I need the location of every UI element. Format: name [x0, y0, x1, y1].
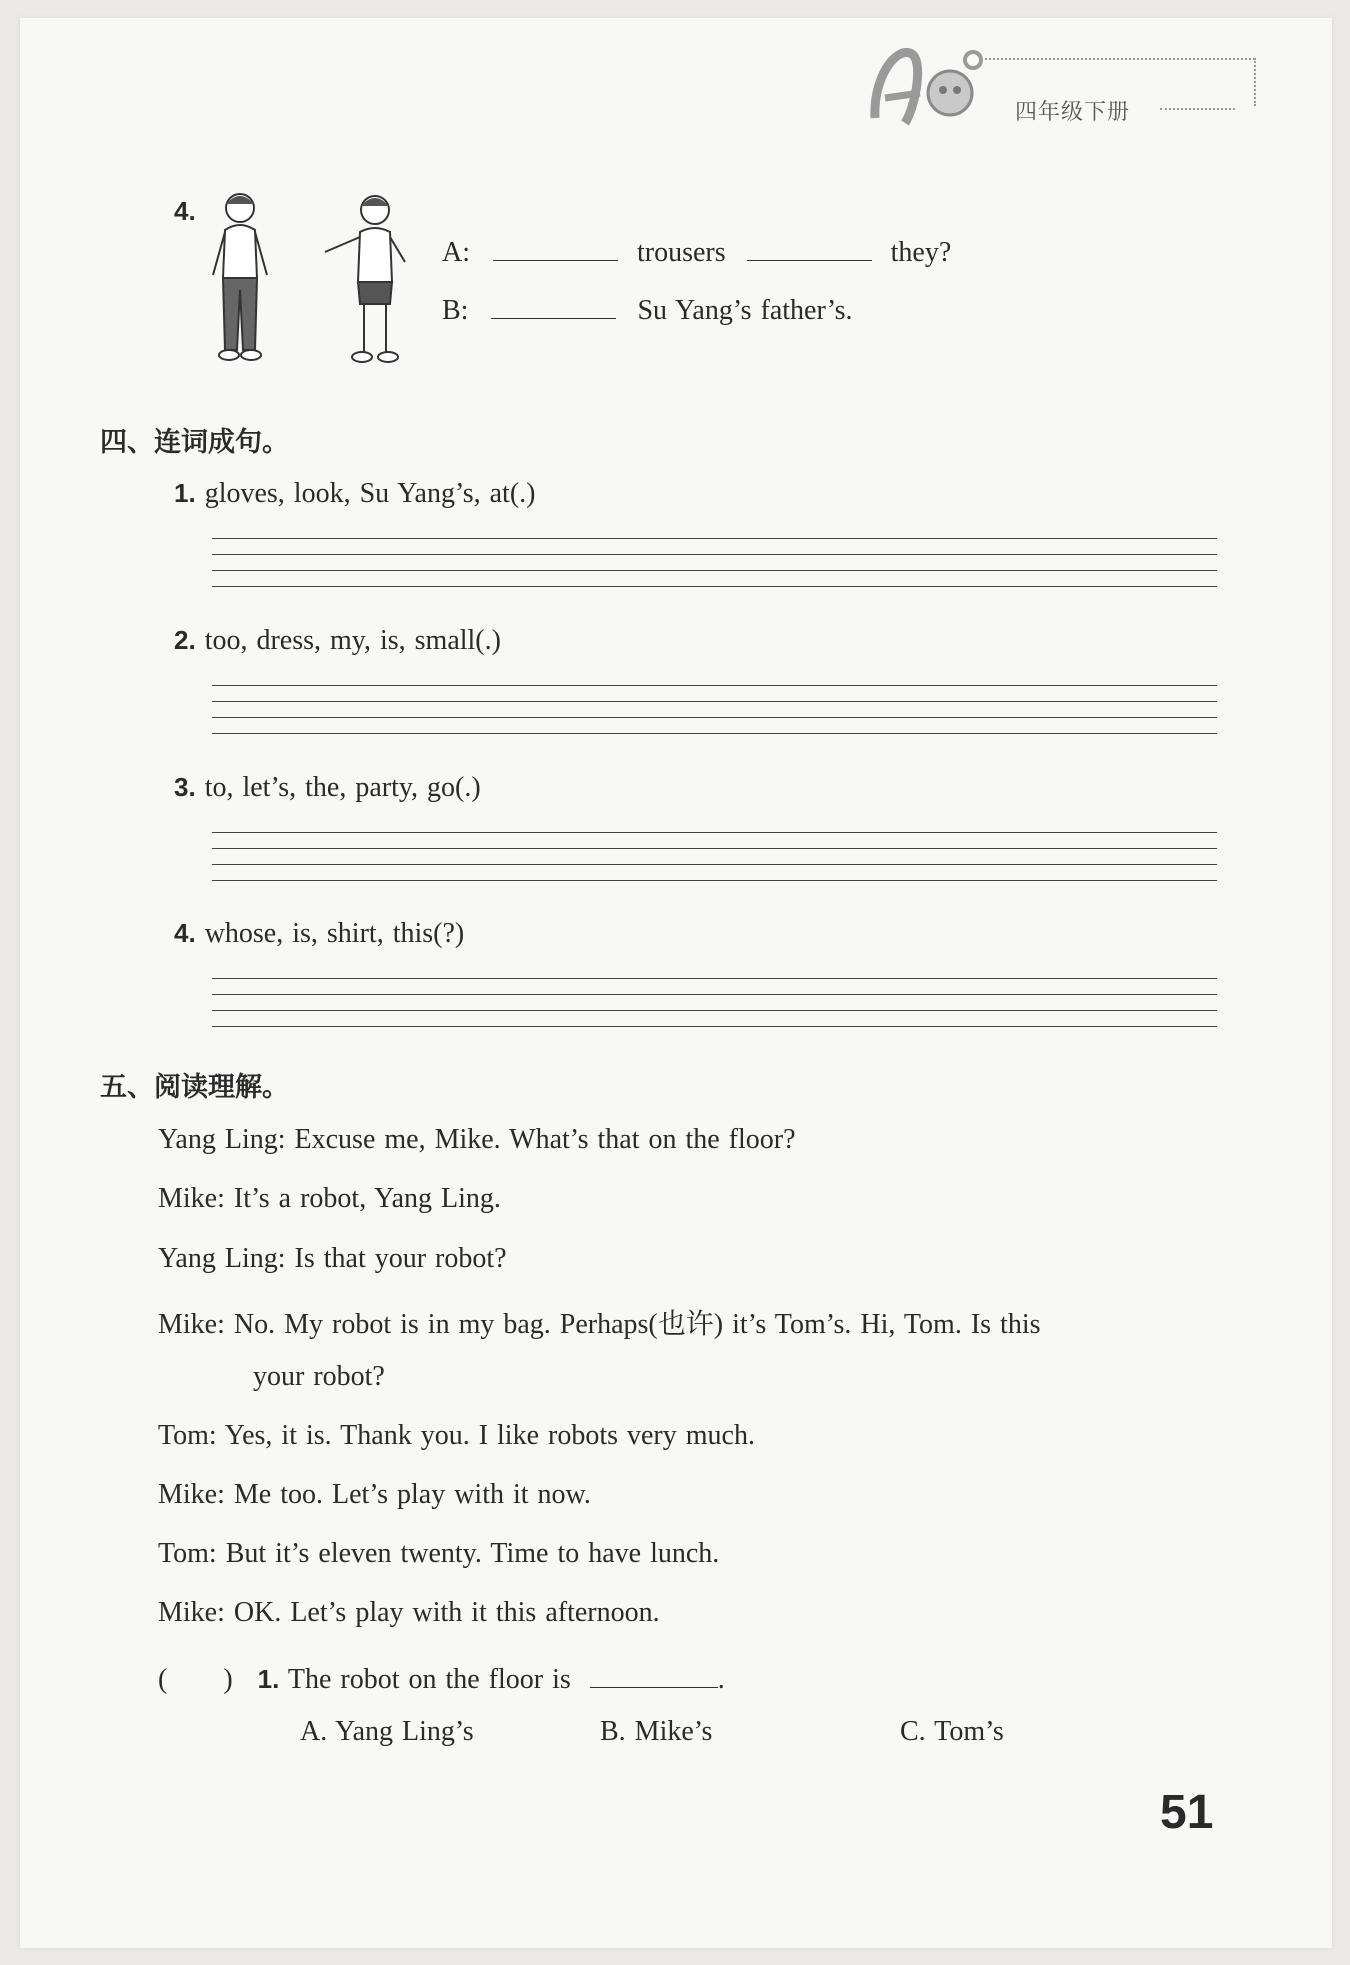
utterance: Yes, it is. Thank you. I like robots very much. [224, 1420, 755, 1451]
option-a[interactable]: A. Yang Ling’s [300, 1716, 474, 1747]
man-in-trousers-illustration [205, 190, 305, 365]
boy-pointing-illustration [320, 192, 420, 367]
option-b[interactable]: B. Mike’s [600, 1716, 713, 1747]
dialogue-line [158, 1302, 1041, 1342]
utterance: Is that your robot? [294, 1243, 507, 1274]
writing-lines[interactable] [212, 832, 1217, 892]
question-end: . [717, 1664, 725, 1695]
header-rule-after [1160, 108, 1235, 110]
item-number: 4. [174, 918, 196, 948]
page-number: 51 [1160, 1786, 1214, 1839]
dialogue-line-b [442, 292, 853, 327]
scrambled-words: whose, is, shirt, this(?) [204, 918, 465, 949]
header-rule-side [1254, 58, 1256, 106]
word-trousers: trousers [637, 237, 726, 268]
utterance: Me too. Let’s play with it now. [233, 1479, 591, 1510]
question-text: The robot on the floor is [287, 1664, 571, 1695]
writing-lines[interactable] [212, 538, 1217, 598]
sentence-item-3 [174, 772, 481, 804]
item-number: 1. [174, 478, 196, 508]
speaker: Mike: [158, 1183, 225, 1214]
utterance: Excuse me, Mike. What’s that on the floor? [294, 1124, 796, 1155]
book-logo-icon [855, 38, 1005, 133]
utterance: It’s a robot, Yang Ling. [233, 1183, 501, 1214]
speaker: Mike: [158, 1309, 225, 1340]
sentence-item-1 [174, 478, 535, 510]
answer-blank[interactable] [747, 234, 872, 261]
dialogue-line [158, 1243, 507, 1275]
grade-label: 四年级下册 [1015, 100, 1131, 125]
option-c[interactable]: C. Tom’s [900, 1716, 1004, 1747]
scrambled-words: gloves, look, Su Yang’s, at(.) [204, 478, 536, 509]
item-number: 3. [174, 772, 196, 802]
speaker: Yang Ling: [158, 1124, 286, 1155]
speaker: Tom: [158, 1420, 217, 1451]
sentence-item-4 [174, 918, 464, 950]
utterance: OK. Let’s play with it this afternoon. [233, 1597, 660, 1628]
word-they: they? [890, 237, 952, 268]
dialogue-line [158, 1597, 660, 1629]
writing-lines[interactable] [212, 978, 1217, 1038]
dialogue-continuation: your robot? [253, 1361, 385, 1392]
dialogue-line [158, 1420, 755, 1452]
answer-blank[interactable] [493, 234, 618, 261]
speaker: Mike: [158, 1479, 225, 1510]
speaker: Mike: [158, 1597, 225, 1628]
speaker: Tom: [158, 1538, 217, 1569]
question-number: 1. [257, 1664, 280, 1694]
section-5-title: 五、阅读理解。 [100, 1072, 289, 1103]
utterance: But it’s eleven twenty. Time to have lunch. [225, 1538, 720, 1569]
item-number: 2. [174, 625, 196, 655]
scrambled-words: too, dress, my, is, small(.) [204, 625, 501, 656]
dialogue-line [158, 1479, 591, 1511]
speaker-b-label: B: [442, 295, 469, 326]
answer-blank[interactable] [491, 292, 616, 319]
speaker: Yang Ling: [158, 1243, 286, 1274]
dialogue-line-a [442, 234, 951, 269]
sentence-item-2 [174, 625, 501, 657]
dialogue-line [158, 1183, 501, 1215]
speaker-a-label: A: [442, 237, 470, 268]
dialogue-line [158, 1538, 719, 1570]
scrambled-words: to, let’s, the, party, go(.) [204, 772, 481, 803]
writing-lines[interactable] [212, 685, 1217, 745]
item-number: 4. [174, 196, 196, 226]
answer-paren[interactable]: ( ) [158, 1664, 233, 1695]
utterance: No. My robot is in my bag. Perhaps(也许) it’s Tom’s. Hi, Tom. Is this [233, 1309, 1041, 1340]
header-rule [985, 58, 1255, 60]
section-4-title: 四、连词成句。 [100, 427, 289, 458]
answer-b-text: Su Yang’s father’s. [637, 295, 853, 326]
dialogue-line [158, 1124, 796, 1156]
question-1 [158, 1657, 725, 1697]
answer-blank[interactable] [590, 1661, 718, 1688]
